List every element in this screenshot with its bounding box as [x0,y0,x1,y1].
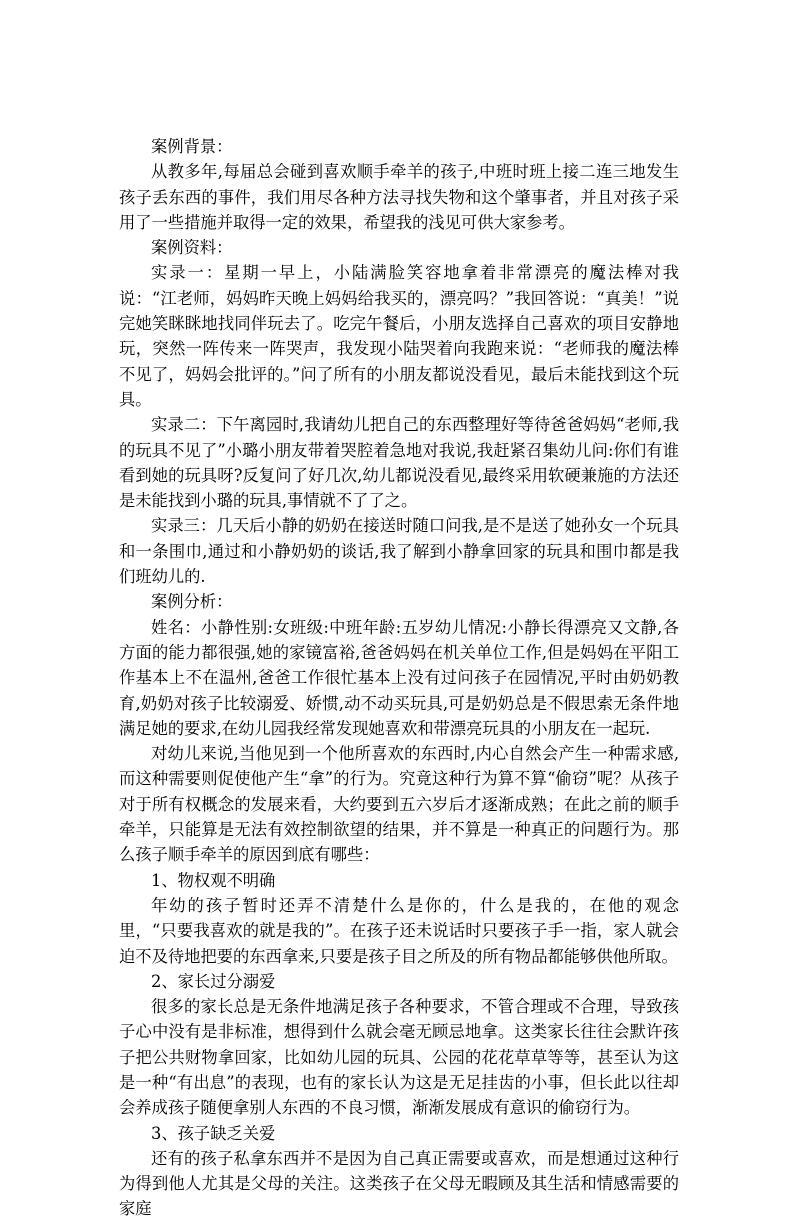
heading-case-background: 案例背景： [151,137,233,156]
paragraph-analysis: 对幼儿来说,当他见到一个他所喜欢的东西时,内心自然会产生一种需求感,而这种需要则促使他产生“拿”的行为。究竟这种行为算不算“偷窃”呢？从孩子对于所有权概念的发展来看，大约要到五六岁后才逐渐成熟；在此之前的顺手牵羊，只能算是无法有效控制欲望的结果，并不算是一种真正的问题行为。那么孩子顺手牵羊的原因到底有哪些： [119,744,679,865]
paragraph-reason-one: 年幼的孩子暂时还弄不清楚什么是你的，什么是我的，在他的观念里，“只要我喜欢的就是我的”。在孩子还未说话时只要孩子手一指，家人就会迫不及待地把要的东西拿来,只要是孩子目之所及的所有物品都能够供他所取。 [119,895,679,966]
paragraph-record-one: 实录一：星期一早上，小陆满脸笑容地拿着非常漂亮的魔法棒对我说：“江老师，妈妈昨天晚上妈妈给我买的，漂亮吗？”我回答说：“真美！”说完她笑眯眯地找同伴玩去了。吃完午餐后，小朋友选择自己喜欢的项目安静地玩，突然一阵传来一阵哭声，我发现小陆哭着向我跑来说：“老师我的魔法棒不见了，妈妈会批评的。”问了所有的小朋友都说没看见，最后未能找到这个玩具。 [119,263,679,409]
heading-reason-three: 3、孩子缺乏关爱 [151,1123,276,1143]
heading-reason-two: 2、家长过分溺爱 [151,971,276,991]
heading-case-materials: 案例资料： [151,238,233,258]
document-body [119,134,679,1222]
paragraph-child-profile: 姓名：小静性别:女班级:中班年龄:五岁幼儿情况:小静长得漂亮又文静,各方面的能力都很强,她的家镜富裕,爸爸妈妈在机关单位工作,但是妈妈在平阳工作基本上不在温州,爸爸工作很忙基本上没有过问孩子在园情况,平时由奶奶教育,奶奶对孩子比较溺爱、娇惯,动不动买玩具,可是奶奶总是不假思索无条件地满足她的要求,在幼儿园我经常发现她喜欢和带漂亮玩具的小朋友在一起玩. [119,617,679,738]
paragraph-reason-two: 很多的家长总是无条件地满足孩子各种要求，不管合理或不合理，导致孩子心中没有是非标准，想得到什么就会毫无顾忌地拿。这类家长往往会默许孩子把公共财物拿回家，比如幼儿园的玩具、公园的花花草草等等，甚至认为这是一种“有出息”的表现，也有的家长认为这是无足挂齿的小事，但长此以往却会养成孩子随便拿别人东西的不良习惯，渐渐发展成有意识的偷窃行为。 [119,997,679,1118]
heading-case-analysis: 案例分析： [151,592,233,612]
heading-reason-one: 1、物权观不明确 [151,870,276,890]
paragraph-record-two: 实录二：下午离园时,我请幼儿把自己的东西整理好等待爸爸妈妈“老师,我的玩具不见了”小璐小朋友带着哭腔着急地对我说,我赶紧召集幼儿问:你们有谁看到她的玩具呀?反复问了好几次,幼儿都说没看见,最终采用软硬兼施的方法还是未能找到小璐的玩具,事情就不了了之。 [119,415,679,511]
paragraph-record-three: 实录三：几天后小静的奶奶在接送时随口问我,是不是送了她孙女一个玩具和一条围巾,通过和小静奶奶的谈话,我了解到小静拿回家的玩具和围巾都是我们班幼儿的. [119,516,679,587]
paragraph-reason-three: 还有的孩子私拿东西并不是因为自己真正需要或喜欢，而是想通过这种行为得到他人尤其是父母的关注。这类孩子在父母无暇顾及其生活和情感需要的家庭 [119,1148,679,1219]
paragraph-background: 从教多年,每届总会碰到喜欢顺手牵羊的孩子,中班时班上接二连三地发生孩子丢东西的事件，我们用尽各种方法寻找失物和这个肇事者，并且对孩子采用了一些措施并取得一定的效果，希望我的浅见可供大家参考。 [119,162,679,232]
